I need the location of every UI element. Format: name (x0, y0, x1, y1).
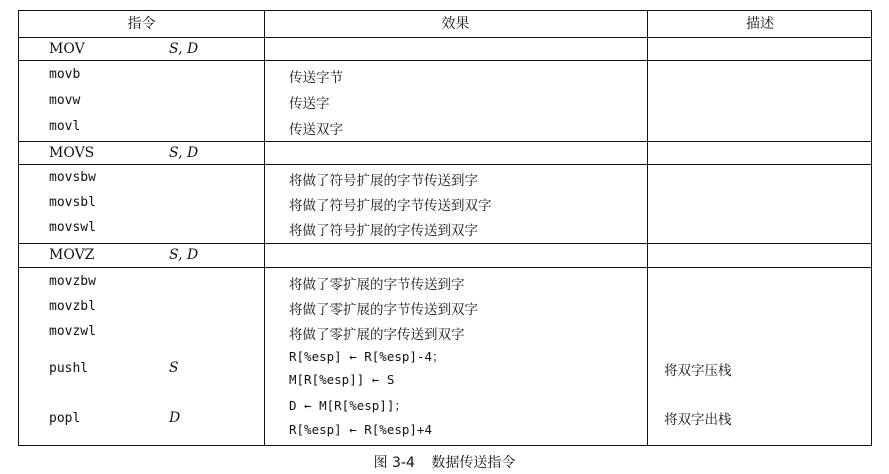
instr-mov: MOV (49, 41, 85, 57)
figure-label: 图 3-4 (373, 455, 415, 471)
instr-movw: movw (49, 93, 81, 108)
effect-popl-line2: R[%esp] ← R[%esp]+4 (289, 422, 432, 437)
operands-popl: D (169, 410, 181, 426)
effect-movzbl: 将做了零扩展的字节传送到双字 (289, 302, 478, 318)
effect-movb: 传送字节 (289, 70, 343, 86)
operands-movz: S, D (169, 247, 199, 263)
operands-mov: S, D (169, 41, 199, 57)
data-transfer-table (18, 10, 872, 446)
effect-popl-line1: D ← M[R[%esp]]； (289, 398, 407, 413)
figure-caption (0, 452, 889, 472)
instr-movzbw: movzbw (49, 274, 96, 289)
effect-movw: 传送字 (289, 96, 330, 112)
instr-movl: movl (49, 119, 81, 134)
operands-movs: S, D (169, 145, 199, 161)
operands-pushl: S (169, 360, 179, 376)
table-row-mov (19, 37, 871, 60)
instr-movsbw: movsbw (49, 170, 96, 185)
instr-movsbl: movsbl (49, 195, 96, 210)
header-description: 描述 (746, 16, 774, 32)
effect-pushl-line1: R[%esp] ← R[%esp]-4； (289, 349, 445, 364)
instr-movzwl: movzwl (49, 324, 96, 339)
table-group-mov (19, 60, 871, 141)
effect-pushl-line2: M[R[%esp]] ← S (289, 372, 395, 387)
table-group-movs (19, 164, 871, 243)
header-effect: 效果 (441, 16, 470, 32)
effect-movl: 传送双字 (289, 122, 343, 138)
instr-movswl: movswl (49, 220, 96, 235)
figure-title: 数据传送指令 (431, 455, 516, 471)
instr-movz: MOVZ (49, 247, 95, 263)
table-header-row (19, 11, 871, 37)
instr-pushl: pushl (49, 361, 89, 376)
effect-movsbl: 将做了符号扩展的字节传送到双字 (289, 198, 492, 214)
desc-popl: 将双字出栈 (664, 412, 732, 428)
instr-movs: MOVS (49, 145, 95, 161)
instr-movzbl: movzbl (49, 299, 96, 314)
effect-movzbw: 将做了零扩展的字节传送到字 (289, 277, 465, 293)
effect-movswl: 将做了符号扩展的字传送到双字 (289, 223, 478, 239)
header-instruction: 指令 (127, 16, 156, 32)
effect-movsbw: 将做了符号扩展的字节传送到字 (289, 173, 478, 189)
desc-pushl: 将双字压栈 (664, 363, 732, 379)
table-row-movz (19, 243, 871, 267)
table-group-movz-stack (19, 267, 871, 445)
instr-popl: popl (49, 411, 81, 426)
table-row-movs (19, 141, 871, 164)
instr-movb: movb (49, 67, 81, 82)
effect-movzwl: 将做了零扩展的字传送到双字 (289, 327, 465, 343)
